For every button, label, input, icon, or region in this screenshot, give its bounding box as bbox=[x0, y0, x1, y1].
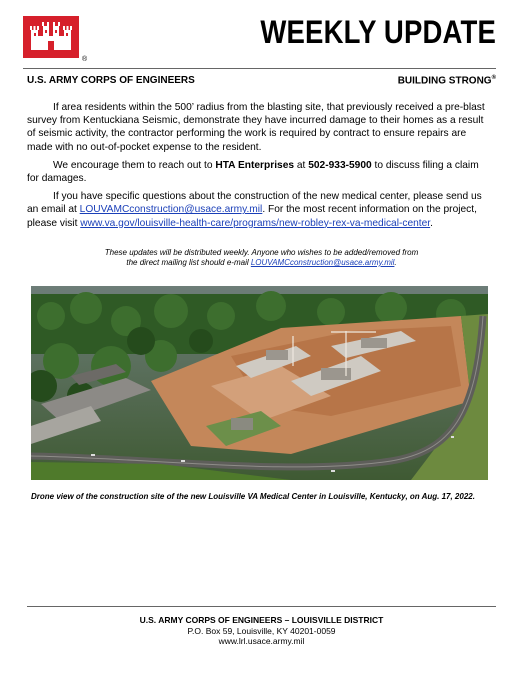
note-text-end: . bbox=[394, 258, 397, 267]
p3-text-before: If you have specific questions about the construction of the new medical center, please send us an email at bbox=[27, 191, 482, 216]
usace-castle-logo bbox=[23, 16, 79, 58]
tagline-text: BUILDING STRONG bbox=[397, 75, 492, 87]
header-divider bbox=[23, 68, 496, 69]
org-tagline bbox=[398, 75, 496, 86]
distribution-note bbox=[60, 248, 463, 268]
company-name: HTA Enterprises bbox=[215, 159, 295, 171]
registered-mark: ® bbox=[82, 56, 88, 63]
tagline-registered-mark: ® bbox=[491, 75, 496, 81]
project-website-link[interactable]: www.va.gov/louisville-health-care/programs/new-robley-rex-va-medical-center bbox=[80, 217, 431, 229]
note-email-link[interactable]: LOUVAMCconstruction@usace.army.mil bbox=[250, 258, 395, 267]
photo-caption: Drone view of the construction site of the new Louisville VA Medical Center in Louisville, Kentucky, on Aug. 17, 2022. bbox=[31, 492, 475, 501]
paragraph-blasting-claims: If area residents within the 500’ radius from the blasting site, that previously received a pre-blast survey from Kentuckiana Seismic, demonstrate they have incurred damage to their homes as a result of seismic activity, the contractor performing the work is required by contract to ensure repairs are made with no out-of-pocket expense to the resident. bbox=[27, 102, 485, 153]
construction-site-photo bbox=[31, 286, 488, 480]
note-line-2 bbox=[60, 258, 463, 268]
footer-address: P.O. Box 59, Louisville, KY 40201-0059 bbox=[187, 625, 336, 636]
paragraph-questions bbox=[27, 190, 493, 230]
p3-text-end: . bbox=[430, 217, 433, 229]
phone-number: 502-933-5900 bbox=[308, 159, 372, 171]
org-name: U.S. ARMY CORPS OF ENGINEERS bbox=[27, 75, 195, 86]
email-link[interactable]: LOUVAMCconstruction@usace.army.mil bbox=[79, 204, 263, 216]
p2-text-before: We encourage them to reach out to bbox=[53, 159, 216, 171]
article-body bbox=[27, 101, 493, 235]
note-text-before: the direct mailing list should e-mail bbox=[126, 258, 251, 267]
p2-text-after: to discuss filing a claim for damages. bbox=[27, 159, 479, 185]
p2-text-at: at bbox=[294, 159, 309, 171]
footer-divider bbox=[27, 606, 496, 607]
footer bbox=[0, 615, 523, 647]
p3-text-middle: . For the most recent information on the project, please visit bbox=[27, 204, 477, 229]
paragraph-contact-hta bbox=[27, 159, 493, 185]
note-line-1: These updates will be distributed weekly. Anyone who wishes to be added/removed from bbox=[104, 248, 419, 257]
page-title: WEEKLY UPDATE bbox=[260, 14, 496, 50]
footer-website: www.lrl.usace.army.mil bbox=[218, 636, 305, 646]
footer-org-name: U.S. ARMY CORPS OF ENGINEERS – LOUISVILLE DISTRICT bbox=[139, 615, 384, 625]
